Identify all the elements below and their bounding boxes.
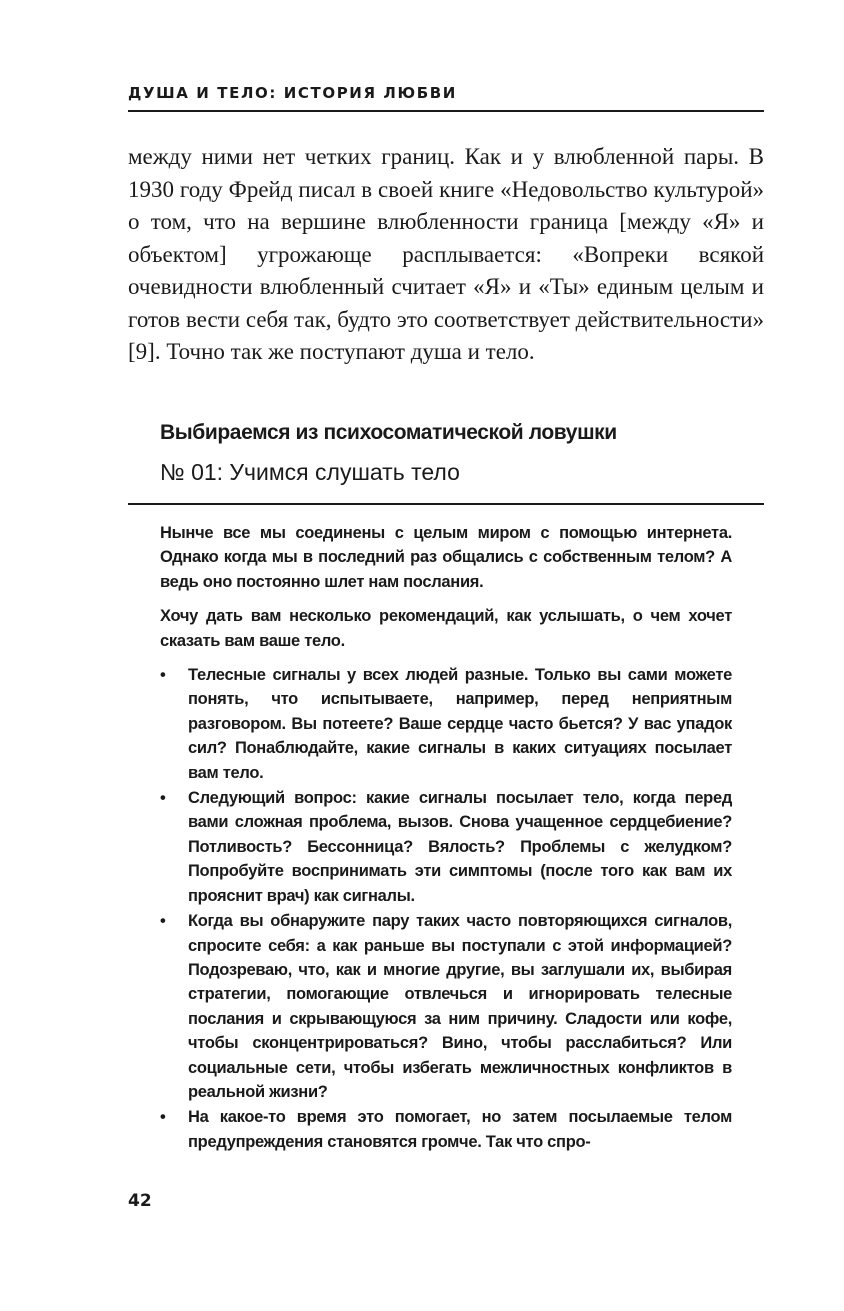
body-paragraph: между ними нет четких границ. Как и у влюбленной пары. В 1930 году Фрейд писал в своей книге «Недовольство культурой» о том, что на вершине влюбленности граница [между «Я» и объектом] угрожающе расплывается: «Вопреки всякой очевидности влюбленный считает «Я» и «Ты» единым целым и готов вести себя так, будто это соответствует действительности» [9]. Точно так же поступают душа и тело. [128,144,764,364]
box-divider [128,503,764,505]
running-head: ДУША И ТЕЛО: ИСТОРИЯ ЛЮБВИ [128,84,764,112]
list-item-text: Телесные сигналы у всех людей разные. Только вы сами можете понять, что испытываете, например, перед неприятным разговором. Вы потеете? Ваше сердце часто бьется? У вас упадок сил? Понаблюдайте, какие сигналы в каких ситуациях посылает вам тело. [188,666,732,782]
bullet-icon: • [160,1108,166,1127]
bullet-icon: • [160,912,166,931]
list-item [160,663,732,785]
list-item-text: На какое-то время это помогает, но затем посылаемые телом предупреждения становятся громче. Так что спро- [188,1108,732,1151]
list-item [160,909,732,1104]
recommendation-list [160,663,732,1154]
list-item-text: Когда вы обнаружите пару таких часто повторяющихся сигналов, спросите себя: а как раньше вы поступали с этой информацией? Подозреваю, что, как и многие другие, вы заглушали их, выбирая стратегии, помогающие отвлечься и игнорировать телесные послания и скрывающуюся за ним причину. Сладости или кофе, чтобы сконцентрироваться? Вино, чтобы расслабиться? Или социальные сети, чтобы избегать межличностных конфликтов в реальной жизни? [188,912,732,1101]
box-intro-paragraph: Хочу дать вам несколько рекомендаций, как услышать, о чем хочет сказать вам ваше тело. [160,607,732,650]
box-title: Выбираемся из психосоматической ловушки [160,421,617,444]
list-item-text: Следующий вопрос: какие сигналы посылает тело, когда перед вами сложная проблема, вызов. Снова учащенное сердцебиение? Потливость? Бессонница? Вялость? Проблемы с желудком? Попробуйте воспринимать эти симптомы (после того как вам их прояснит врач) как сигналы. [188,789,732,905]
box-subtitle: № 01: Учимся слушать тело [160,459,460,485]
box-intro-paragraph: Нынче все мы соединены с целым миром с помощью интернета. Однако когда мы в последний раз общались с собственным телом? А ведь оно постоянно шлет нам послания. [160,524,732,591]
list-item [160,786,732,908]
bullet-icon: • [160,789,166,808]
bullet-icon: • [160,666,166,685]
box-body [160,521,732,1155]
list-item [160,1105,732,1154]
page-number: 42 [128,1191,152,1211]
